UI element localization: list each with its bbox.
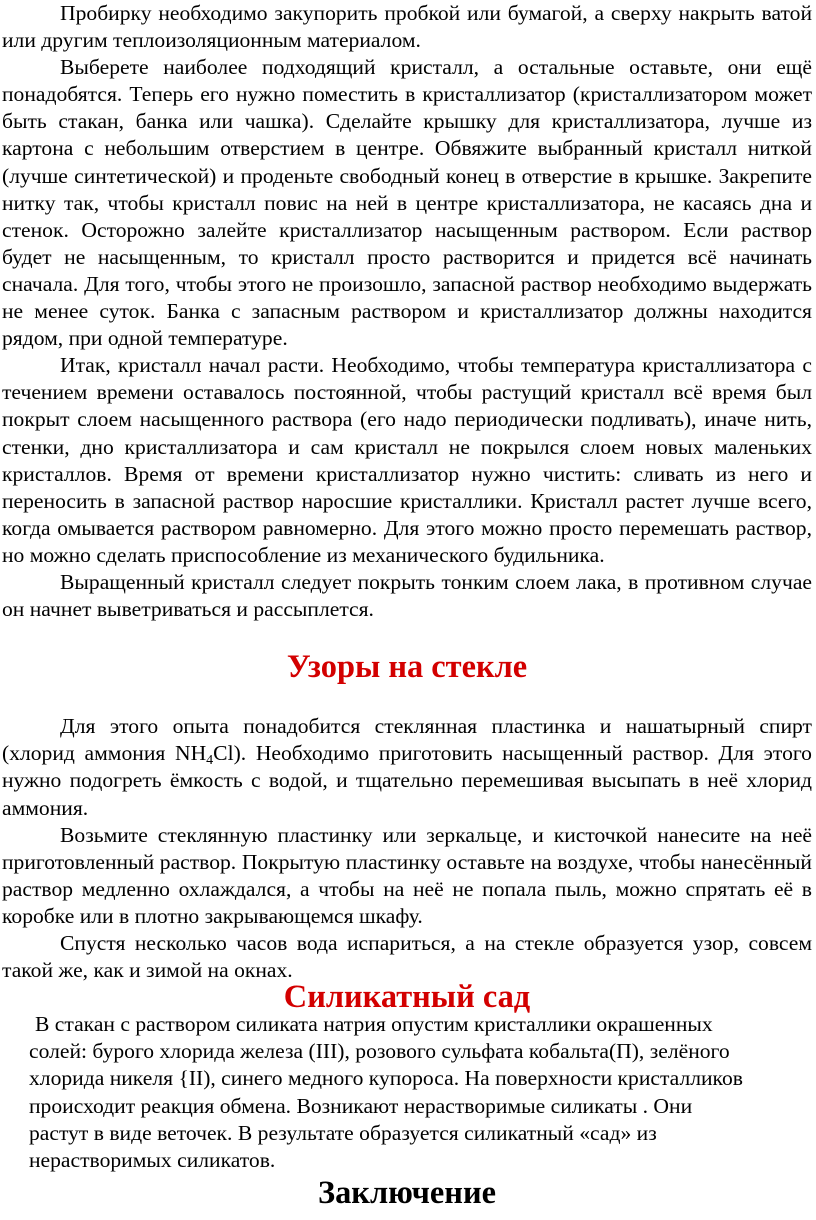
paragraph-crystallizer: Выберете наиболее подходящий кристалл, а остальные оставьте, они ещё понадобятся. Теперь его нужно поместить в кристаллизатор (кристаллизатором может быть стакан, банка или чашка). Сделайте крышку для кристаллизатора, лучше из картона с небольшим отверстием в центре. Обвяжите выбранный кристалл ниткой (лучше синтетической) и проденьте свободный конец в отверстие в крышке. Закрепите нитку так, чтобы кристалл повис на ней в центре кристаллизатора, не касаясь дна и стенок. Осторожно залейте кристаллизатор насыщенным раствором. Если раствор будет не насыщенным, то кристалл просто растворится и придется всё начинать сначала. Для того, чтобы этого не произошло, запасной раствор необходимо выдержать не менее суток. Банка с запасным раствором и кристаллизатор должны находится рядом, при одной температуре.	[2, 55, 812, 351]
paragraph-growth: Итак, кристалл начал расти. Необходимо, чтобы температура кристаллизатора с течением времени оставалось постоянной, чтобы растущий кристалл всё время был покрыт слоем насыщенного раствора (его надо периодически подливать), иначе нить, стенки, дно кристаллизатора и сам кристалл не покрылся слоем новых маленьких кристаллов. Время от времени кристаллизатор нужно чистить: сливать из него и переносить в запасной раствор наросшие кристаллики. Кристалл растет лучше всего, когда омывается раствором равномерно. Для этого можно просто перемешать раствор, но можно сделать приспособление из механического будильника.	[2, 353, 812, 567]
formula-subscript: 4	[206, 753, 214, 769]
section-heading-glass-patterns: Узоры на стекле	[286, 649, 528, 686]
paragraph-stopper: Пробирку необходимо закупорить пробкой или бумагой, а сверху накрыть ватой или другим теплоизоляционным материалом.	[2, 1, 812, 53]
paragraph-ammonium-part2: Cl). Необходимо приготовить насыщенный раствор. Для этого нужно подогреть ёмкость с водой, и тщательно перемешивая высыпать в неё хлорид аммония.	[2, 741, 812, 820]
spacer	[2, 681, 812, 713]
paragraph-ammonium	[2, 713, 812, 821]
paragraph-ammonium-part1: Для этого опыта понадобится стеклянная пластинка и нашатырный спирт (хлорид аммония NH	[2, 714, 812, 766]
section-heading-conclusion: Заключение	[318, 1174, 496, 1211]
section-heading-silicate-garden: Силикатный сад	[283, 979, 531, 1016]
paragraph-silicate: В стакан с раствором силиката натрия опустим кристаллики окрашенных солей: бурого хлорида железа (III), розового сульфата кобальта(П), зелёного хлорида никеля {II), синего медного купороса. На поверхности кристалликов происходит реакция обмена. Возникают нерастворимые силикаты . Они растут в виде веточек. В результате образуется силикатный «сад» из нерастворимых силикатов.	[29, 1012, 743, 1172]
paragraph-result: Спустя несколько часов вода испариться, а на стекле образуется узор, совсем такой же, как и зимой на окнах.	[2, 931, 812, 983]
paragraph-brush: Возьмите стеклянную пластинку или зеркальце, и кисточкой нанесите на неё приготовленный раствор. Покрытую пластинку оставьте на воздухе, чтобы нанесённый раствор медленно охлаждался, а чтобы на неё не попала пыль, можно спрятать её в коробке или в плотно закрывающемся шкафу.	[2, 822, 812, 928]
paragraph-varnish: Выращенный кристалл следует покрыть тонким слоем лака, в противном случае он начнет выветриваться и рассыплется.	[2, 569, 812, 622]
